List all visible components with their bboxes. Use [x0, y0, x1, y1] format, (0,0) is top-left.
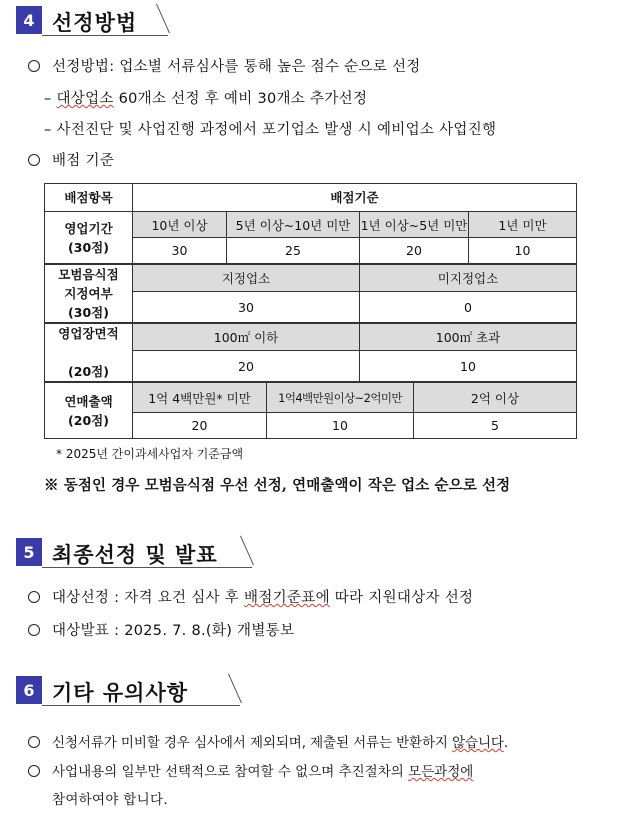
- score-cell: 25: [227, 238, 360, 265]
- underlined-text: 대상업소: [56, 91, 114, 107]
- section-5-header: [16, 536, 266, 570]
- score-cell: 30: [133, 238, 227, 265]
- criteria-cell: 미지정업소: [360, 264, 577, 292]
- section-title: 기타 유의사항: [52, 681, 189, 705]
- list-item: 배점 기준: [28, 149, 114, 170]
- row-label: 영업장면적 (20점): [45, 323, 133, 382]
- section-title: 선정방법: [52, 11, 138, 35]
- section-6-header: [16, 674, 256, 708]
- criteria-cell: 1억 4백만원* 미만: [133, 382, 267, 413]
- section-4-header: [16, 4, 176, 38]
- table-row: [45, 212, 577, 238]
- header-cell: 배점기준: [133, 184, 577, 212]
- header-cell: 배점항목: [45, 184, 133, 212]
- scoring-table: [44, 183, 577, 439]
- list-item: 사업내용의 일부만 선택적으로 참여할 수 없으며 추진절차의 모든과정에: [28, 760, 473, 780]
- section-title: 최종선정 및 발표: [52, 543, 218, 567]
- section-number: 6: [16, 676, 42, 704]
- underlined-text: 모든과정에: [408, 764, 474, 780]
- divider: [156, 4, 170, 34]
- score-cell: 0: [360, 292, 577, 323]
- section-number: 5: [16, 538, 42, 566]
- criteria-cell: 지정업소: [133, 264, 360, 292]
- list-item: – 대상업소 60개소 선정 후 예비 30개소 추가선정: [44, 91, 368, 107]
- list-item: 선정방법: 업소별 서류심사를 통해 높은 점수 순으로 선정: [28, 55, 421, 76]
- criteria-cell: 100㎡ 초과: [360, 323, 577, 351]
- row-label: 모범음식점 지정여부 (30점): [45, 264, 133, 323]
- circle-bullet-icon: [28, 591, 40, 603]
- row-label: 연매출액 (20점): [45, 382, 133, 439]
- table-row: [45, 264, 577, 292]
- divider: [42, 35, 168, 36]
- score-cell: 5: [414, 413, 577, 439]
- score-cell: 20: [133, 413, 267, 439]
- table-header-row: [45, 184, 577, 212]
- criteria-cell: 10년 이상: [133, 212, 227, 238]
- criteria-cell: 5년 이상~10년 미만: [227, 212, 360, 238]
- circle-bullet-icon: [28, 765, 40, 777]
- table-row: [45, 323, 577, 351]
- circle-bullet-icon: [28, 736, 40, 748]
- score-cell: 10: [469, 238, 577, 265]
- score-cell: 10: [360, 351, 577, 382]
- score-cell: 30: [133, 292, 360, 323]
- underlined-text: 않습니다: [452, 735, 504, 751]
- criteria-cell: 1억4백만원이상~2억미만: [267, 382, 414, 413]
- divider: [240, 536, 254, 566]
- criteria-cell: 100㎡ 이하: [133, 323, 360, 351]
- underlined-text: 배점기준표에: [244, 590, 330, 606]
- score-cell: 10: [267, 413, 414, 439]
- score-cell: 20: [133, 351, 360, 382]
- list-item: 대상선정 : 자격 요건 심사 후 배점기준표에 따라 지원대상자 선정: [28, 586, 473, 607]
- divider: [42, 567, 252, 568]
- list-item: – 사전진단 및 사업진행 과정에서 포기업소 발생 시 예비업소 사업진행: [44, 122, 497, 138]
- list-item: 대상발표 : 2025. 7. 8.(화) 개별통보: [28, 619, 294, 640]
- divider: [42, 705, 240, 706]
- circle-bullet-icon: [28, 154, 40, 166]
- tie-break-notice: ※ 동점인 경우 모범음식점 우선 선정, 연매출액이 작은 업소 순으로 선정: [44, 477, 511, 494]
- criteria-cell: 1년 미만: [469, 212, 577, 238]
- circle-bullet-icon: [28, 60, 40, 72]
- list-item-continuation: 참여하여야 합니다.: [52, 792, 168, 808]
- score-cell: 20: [360, 238, 469, 265]
- divider: [228, 674, 242, 704]
- circle-bullet-icon: [28, 624, 40, 636]
- list-item: 신청서류가 미비할 경우 심사에서 제외되며, 제출된 서류는 반환하지 않습니다.: [28, 731, 508, 751]
- table-row: [45, 382, 577, 413]
- section-number: 4: [16, 6, 42, 34]
- criteria-cell: 1년 이상~5년 미만: [360, 212, 469, 238]
- criteria-cell: 2억 이상: [414, 382, 577, 413]
- row-label: 영업기간 (30점): [45, 212, 133, 265]
- footnote: * 2025년 간이과세사업자 기준금액: [56, 447, 244, 461]
